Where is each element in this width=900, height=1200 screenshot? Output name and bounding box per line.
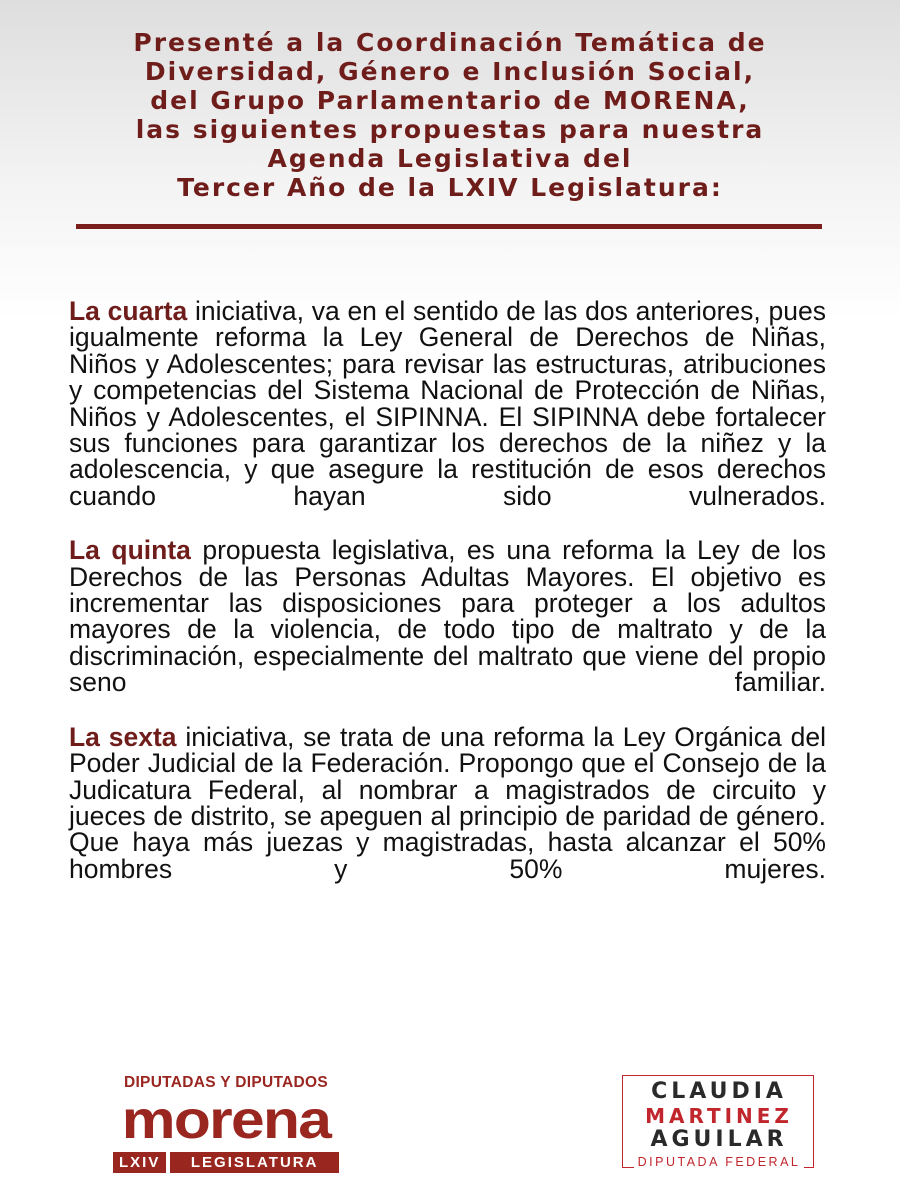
paragraph-lead: La cuarta	[69, 296, 188, 326]
paragraph-lead: La quinta	[69, 535, 191, 566]
header-divider	[76, 224, 822, 229]
morena-logo-bar-right: LEGISLATURA	[170, 1152, 339, 1173]
morena-logo-word: morena	[121, 1090, 331, 1150]
paragraph-text: iniciativa, se trata de una reforma la Ley Orgánica del Poder Judicial de la Federación. Propongo que el Consejo de la Judicatura Federal, al nombrar a magistrados de circuito y jueces de distrito, se apeguen al principio de paridad de género. Que haya más juezas y magistradas, hasta alcanzar el 50% hombres y 50% mujeres.	[69, 721, 826, 884]
document-body	[69, 298, 826, 910]
header-line: Agenda Legislativa del	[267, 144, 633, 173]
header-line: Presenté a la Coordinación Temática de	[133, 28, 767, 57]
header-line: Tercer Año de la LXIV Legislatura:	[177, 173, 723, 202]
morena-logo-bar-left: LXIV	[113, 1152, 166, 1173]
header-line: Diversidad, Género e Inclusión Social,	[144, 57, 756, 86]
paragraph-lead: La sexta	[69, 721, 177, 752]
claudia-logo-line2: MARTINEZ	[628, 1104, 810, 1128]
morena-logo-bar	[113, 1152, 339, 1173]
document-header	[0, 28, 900, 202]
morena-logo	[113, 1074, 339, 1173]
claudia-logo	[622, 1075, 816, 1170]
claudia-logo-line3: AGUILAR	[647, 1128, 790, 1152]
header-line: las siguientes propuestas para nuestra	[135, 115, 765, 144]
paragraph-text: propuesta legislativa, es una reforma la Ley de los Derechos de las Personas Adultas Mayores. El objetivo es incrementar las disposiciones para proteger a los adultos mayores de la violencia, de todo tipo de maltrato y de la discriminación, especialmente del maltrato que viene del propio seno familiar.	[69, 535, 826, 698]
claudia-logo-line4: DIPUTADA FEDERAL	[634, 1154, 805, 1170]
paragraph-sexta	[69, 721, 826, 884]
paragraph-cuarta	[69, 298, 826, 509]
paragraph-quinta	[69, 535, 826, 698]
claudia-logo-line1: CLAUDIA	[648, 1080, 790, 1104]
paragraph-text: iniciativa, va en el sentido de las dos anteriores, pues igualmente reforma la Ley General de Derechos de Niñas, Niños y Adolescentes; para revisar las estructuras, atribuciones y competencias del Sistema Nacional de Protección de Niñas, Niños y Adolescentes, el SIPINNA. El SIPINNA debe fortalecer sus funciones para garantizar los derechos de la niñez y la adolescencia, y que asegure la restitución de esos derechos cuando hayan sido vulnerados.	[69, 296, 826, 511]
header-line: del Grupo Parlamentario de MORENA,	[150, 86, 750, 115]
morena-logo-top: DIPUTADAS Y DIPUTADOS	[123, 1074, 329, 1091]
